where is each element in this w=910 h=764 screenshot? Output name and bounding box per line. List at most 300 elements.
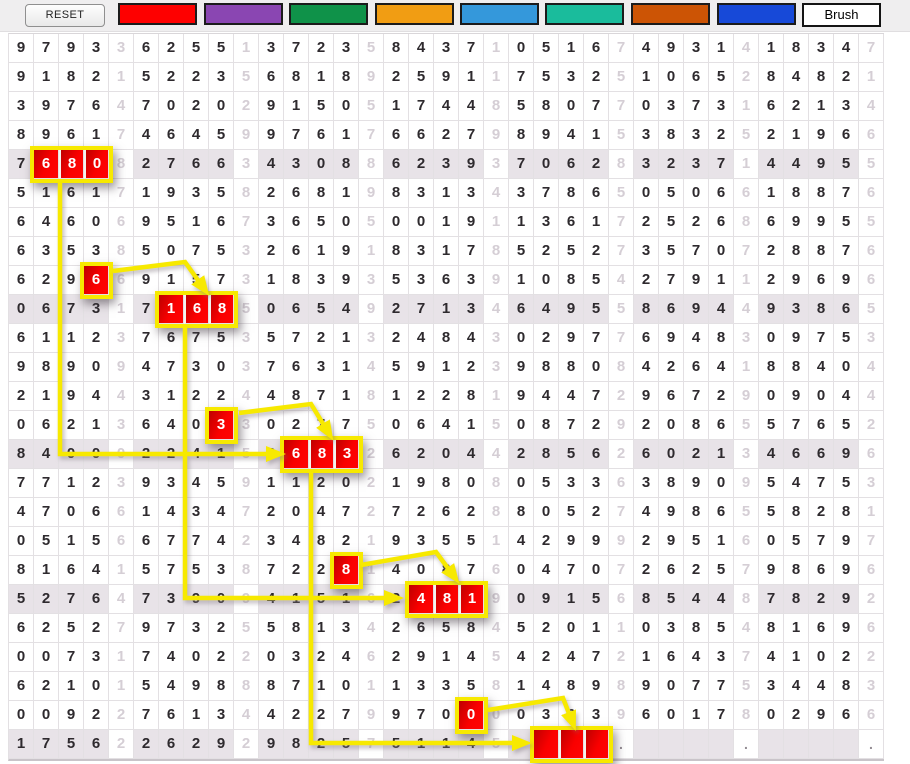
- grid-cell[interactable]: 2: [659, 150, 684, 179]
- grid-cell[interactable]: 5: [709, 614, 734, 643]
- grid-cell[interactable]: 6: [709, 179, 734, 208]
- grid-cell[interactable]: [709, 730, 734, 759]
- grid-cell[interactable]: 2: [384, 295, 409, 324]
- grid-cell[interactable]: 5: [359, 34, 384, 63]
- grid-cell[interactable]: 4: [509, 643, 534, 672]
- grid-cell[interactable]: 4: [134, 353, 159, 382]
- grid-cell[interactable]: 6: [184, 150, 209, 179]
- grid-cell[interactable]: 3: [184, 498, 209, 527]
- grid-cell[interactable]: 7: [609, 92, 634, 121]
- grid-cell[interactable]: 0: [584, 353, 609, 382]
- grid-cell[interactable]: 2: [384, 324, 409, 353]
- grid-cell[interactable]: 1: [634, 63, 659, 92]
- grid-cell[interactable]: 0: [334, 208, 359, 237]
- grid-cell[interactable]: 9: [684, 469, 709, 498]
- grid-cell[interactable]: 6: [809, 411, 834, 440]
- grid-cell[interactable]: 7: [409, 701, 434, 730]
- grid-cell[interactable]: 5: [584, 266, 609, 295]
- grid-cell[interactable]: 7: [584, 92, 609, 121]
- grid-cell[interactable]: 0: [209, 585, 234, 614]
- grid-cell[interactable]: 8: [9, 556, 34, 585]
- grid-cell[interactable]: 2: [384, 63, 409, 92]
- grid-cell[interactable]: 2: [184, 730, 209, 759]
- grid-cell[interactable]: 4: [309, 498, 334, 527]
- grid-cell[interactable]: 2: [209, 643, 234, 672]
- grid-cell[interactable]: 3: [334, 34, 359, 63]
- grid-cell[interactable]: 4: [109, 92, 134, 121]
- grid-cell[interactable]: 7: [759, 585, 784, 614]
- grid-cell[interactable]: 8: [784, 585, 809, 614]
- grid-cell[interactable]: 5: [434, 614, 459, 643]
- grid-cell[interactable]: 1: [359, 556, 384, 585]
- grid-cell[interactable]: 9: [134, 208, 159, 237]
- grid-cell[interactable]: 0: [59, 440, 84, 469]
- grid-cell[interactable]: 0: [509, 556, 534, 585]
- grid-cell[interactable]: 7: [684, 382, 709, 411]
- grid-cell[interactable]: 1: [259, 469, 284, 498]
- grid-cell[interactable]: 0: [759, 701, 784, 730]
- grid-cell[interactable]: 6: [284, 295, 309, 324]
- grid-cell[interactable]: 3: [234, 237, 259, 266]
- grid-cell[interactable]: 2: [584, 150, 609, 179]
- grid-cell[interactable]: 2: [584, 63, 609, 92]
- grid-cell[interactable]: 3: [9, 92, 34, 121]
- grid-cell[interactable]: 6: [859, 614, 884, 643]
- grid-cell[interactable]: 5: [334, 730, 359, 759]
- grid-cell[interactable]: 1: [709, 34, 734, 63]
- grid-cell[interactable]: 5: [759, 469, 784, 498]
- grid-cell[interactable]: 3: [84, 295, 109, 324]
- grid-cell[interactable]: 4: [159, 498, 184, 527]
- grid-cell[interactable]: 3: [659, 92, 684, 121]
- grid-cell[interactable]: 9: [784, 382, 809, 411]
- grid-cell[interactable]: 1: [434, 179, 459, 208]
- grid-cell[interactable]: 0: [509, 469, 534, 498]
- grid-cell[interactable]: 7: [609, 324, 634, 353]
- grid-cell[interactable]: 6: [84, 92, 109, 121]
- grid-cell[interactable]: 9: [334, 266, 359, 295]
- grid-cell[interactable]: 1: [709, 266, 734, 295]
- grid-cell[interactable]: 5: [134, 63, 159, 92]
- grid-cell[interactable]: 6: [134, 411, 159, 440]
- grid-cell[interactable]: 5: [659, 179, 684, 208]
- grid-cell[interactable]: 6: [109, 498, 134, 527]
- grid-cell[interactable]: [759, 730, 784, 759]
- grid-cell[interactable]: 4: [484, 179, 509, 208]
- grid-cell[interactable]: 2: [409, 498, 434, 527]
- grid-cell[interactable]: 3: [209, 556, 234, 585]
- grid-cell[interactable]: 9: [9, 353, 34, 382]
- grid-cell[interactable]: 6: [709, 498, 734, 527]
- grid-cell[interactable]: 2: [309, 34, 334, 63]
- grid-cell[interactable]: 3: [234, 150, 259, 179]
- grid-cell[interactable]: 3: [784, 295, 809, 324]
- grid-cell[interactable]: 8: [834, 672, 859, 701]
- grid-cell[interactable]: 8: [734, 585, 759, 614]
- grid-cell[interactable]: 9: [759, 295, 784, 324]
- highlighted-cell[interactable]: 8: [209, 295, 234, 324]
- grid-cell[interactable]: 1: [134, 498, 159, 527]
- grid-cell[interactable]: 5: [859, 150, 884, 179]
- brush-button[interactable]: Brush: [802, 3, 881, 27]
- grid-cell[interactable]: 0: [259, 643, 284, 672]
- grid-cell[interactable]: 0: [409, 556, 434, 585]
- palette-swatch-dark-orange[interactable]: [631, 3, 710, 25]
- grid-cell[interactable]: 4: [684, 643, 709, 672]
- grid-cell[interactable]: 8: [659, 469, 684, 498]
- grid-cell[interactable]: 0: [659, 411, 684, 440]
- grid-cell[interactable]: 0: [284, 498, 309, 527]
- grid-cell[interactable]: 1: [184, 208, 209, 237]
- grid-cell[interactable]: 0: [309, 150, 334, 179]
- grid-cell[interactable]: 3: [459, 295, 484, 324]
- grid-cell[interactable]: 1: [434, 295, 459, 324]
- grid-cell[interactable]: [509, 730, 534, 759]
- grid-cell[interactable]: 1: [334, 382, 359, 411]
- grid-cell[interactable]: 2: [809, 585, 834, 614]
- grid-cell[interactable]: 9: [59, 382, 84, 411]
- grid-cell[interactable]: 1: [109, 556, 134, 585]
- grid-cell[interactable]: 7: [684, 92, 709, 121]
- grid-cell[interactable]: 7: [284, 324, 309, 353]
- grid-cell[interactable]: 9: [784, 266, 809, 295]
- grid-cell[interactable]: 3: [259, 527, 284, 556]
- grid-cell[interactable]: 1: [59, 527, 84, 556]
- grid-cell[interactable]: 8: [684, 614, 709, 643]
- grid-cell[interactable]: 6: [809, 614, 834, 643]
- grid-cell[interactable]: 4: [159, 643, 184, 672]
- grid-cell[interactable]: 5: [134, 237, 159, 266]
- grid-cell[interactable]: 4: [234, 382, 259, 411]
- grid-cell[interactable]: [659, 730, 684, 759]
- grid-cell[interactable]: 3: [434, 672, 459, 701]
- grid-cell[interactable]: 8: [434, 324, 459, 353]
- highlighted-cell[interactable]: 8: [434, 585, 459, 614]
- grid-cell[interactable]: 4: [484, 614, 509, 643]
- grid-cell[interactable]: 6: [9, 324, 34, 353]
- grid-cell[interactable]: 2: [34, 266, 59, 295]
- grid-cell[interactable]: 4: [409, 34, 434, 63]
- grid-cell[interactable]: 2: [634, 527, 659, 556]
- grid-cell[interactable]: 4: [34, 208, 59, 237]
- grid-cell[interactable]: 2: [134, 440, 159, 469]
- grid-cell[interactable]: 5: [609, 295, 634, 324]
- grid-cell[interactable]: 2: [259, 237, 284, 266]
- grid-cell[interactable]: 5: [134, 556, 159, 585]
- grid-cell[interactable]: 6: [9, 208, 34, 237]
- grid-cell[interactable]: 6: [484, 556, 509, 585]
- grid-cell[interactable]: 6: [84, 585, 109, 614]
- grid-cell[interactable]: 1: [59, 672, 84, 701]
- grid-cell[interactable]: 6: [859, 266, 884, 295]
- grid-cell[interactable]: 1: [284, 585, 309, 614]
- grid-cell[interactable]: 9: [834, 266, 859, 295]
- grid-cell[interactable]: 6: [284, 353, 309, 382]
- grid-cell[interactable]: 2: [334, 527, 359, 556]
- grid-cell[interactable]: 8: [784, 556, 809, 585]
- grid-cell[interactable]: 9: [809, 150, 834, 179]
- grid-cell[interactable]: 7: [459, 237, 484, 266]
- grid-cell[interactable]: 1: [309, 237, 334, 266]
- grid-cell[interactable]: 8: [284, 730, 309, 759]
- grid-cell[interactable]: 5: [309, 92, 334, 121]
- highlighted-cell[interactable]: 6: [284, 440, 309, 469]
- grid-cell[interactable]: 2: [309, 469, 334, 498]
- grid-cell[interactable]: 2: [34, 585, 59, 614]
- grid-cell[interactable]: 4: [634, 498, 659, 527]
- grid-cell[interactable]: 6: [159, 701, 184, 730]
- grid-cell[interactable]: 5: [534, 63, 559, 92]
- grid-cell[interactable]: 3: [584, 701, 609, 730]
- grid-cell[interactable]: 8: [459, 614, 484, 643]
- grid-cell[interactable]: 6: [634, 701, 659, 730]
- grid-cell[interactable]: 2: [684, 440, 709, 469]
- grid-cell[interactable]: 6: [834, 701, 859, 730]
- grid-cell[interactable]: 3: [284, 643, 309, 672]
- grid-cell[interactable]: 6: [409, 121, 434, 150]
- grid-cell[interactable]: 6: [384, 121, 409, 150]
- grid-cell[interactable]: 2: [134, 730, 159, 759]
- grid-cell[interactable]: 6: [559, 701, 584, 730]
- grid-cell[interactable]: 4: [634, 34, 659, 63]
- grid-cell[interactable]: 8: [834, 498, 859, 527]
- grid-cell[interactable]: 2: [309, 701, 334, 730]
- grid-cell[interactable]: 1: [384, 672, 409, 701]
- grid-cell[interactable]: 2: [84, 614, 109, 643]
- grid-cell[interactable]: 2: [284, 411, 309, 440]
- grid-cell[interactable]: 7: [584, 643, 609, 672]
- grid-cell[interactable]: 7: [34, 469, 59, 498]
- grid-cell[interactable]: 6: [259, 63, 284, 92]
- grid-cell[interactable]: 4: [759, 440, 784, 469]
- grid-cell[interactable]: 5: [209, 237, 234, 266]
- grid-cell[interactable]: 3: [509, 179, 534, 208]
- grid-cell[interactable]: 4: [559, 382, 584, 411]
- grid-cell[interactable]: 4: [259, 701, 284, 730]
- grid-cell[interactable]: 1: [509, 266, 534, 295]
- grid-cell[interactable]: 1: [334, 353, 359, 382]
- highlighted-cell[interactable]: 8: [334, 556, 359, 585]
- grid-cell[interactable]: 1: [734, 353, 759, 382]
- grid-cell[interactable]: 9: [484, 585, 509, 614]
- grid-cell[interactable]: 9: [534, 121, 559, 150]
- grid-cell[interactable]: 8: [484, 498, 509, 527]
- grid-cell[interactable]: 3: [184, 353, 209, 382]
- grid-cell[interactable]: 4: [34, 440, 59, 469]
- grid-cell[interactable]: 4: [834, 382, 859, 411]
- grid-cell[interactable]: 5: [734, 498, 759, 527]
- grid-cell[interactable]: 2: [809, 498, 834, 527]
- grid-cell[interactable]: 3: [159, 469, 184, 498]
- grid-cell[interactable]: 9: [159, 179, 184, 208]
- grid-cell[interactable]: 5: [59, 237, 84, 266]
- grid-cell[interactable]: 2: [109, 730, 134, 759]
- grid-cell[interactable]: 6: [859, 556, 884, 585]
- grid-cell[interactable]: 1: [159, 266, 184, 295]
- grid-cell[interactable]: 6: [384, 440, 409, 469]
- grid-cell[interactable]: 5: [784, 527, 809, 556]
- grid-cell[interactable]: 3: [634, 121, 659, 150]
- grid-cell[interactable]: 3: [209, 63, 234, 92]
- grid-cell[interactable]: 3: [809, 34, 834, 63]
- grid-cell[interactable]: 7: [609, 556, 634, 585]
- grid-cell[interactable]: 7: [409, 295, 434, 324]
- grid-cell[interactable]: 0: [84, 353, 109, 382]
- reset-button[interactable]: RESET: [25, 4, 105, 27]
- grid-cell[interactable]: 7: [534, 179, 559, 208]
- grid-cell[interactable]: 4: [559, 643, 584, 672]
- highlighted-cell[interactable]: 6: [34, 150, 59, 179]
- grid-cell[interactable]: 2: [384, 585, 409, 614]
- grid-cell[interactable]: 1: [509, 208, 534, 237]
- grid-cell[interactable]: 5: [434, 527, 459, 556]
- grid-cell[interactable]: 9: [759, 556, 784, 585]
- grid-cell[interactable]: 8: [784, 498, 809, 527]
- grid-cell[interactable]: 6: [359, 643, 384, 672]
- grid-cell[interactable]: 7: [259, 556, 284, 585]
- grid-cell[interactable]: 0: [584, 556, 609, 585]
- grid-cell[interactable]: 1: [584, 614, 609, 643]
- highlighted-cell[interactable]: 0: [459, 701, 484, 730]
- grid-cell[interactable]: 4: [334, 643, 359, 672]
- grid-cell[interactable]: 7: [234, 208, 259, 237]
- grid-cell[interactable]: 0: [334, 672, 359, 701]
- grid-cell[interactable]: 2: [384, 643, 409, 672]
- grid-cell[interactable]: 1: [409, 730, 434, 759]
- grid-cell[interactable]: 2: [709, 382, 734, 411]
- grid-cell[interactable]: 8: [809, 295, 834, 324]
- grid-cell[interactable]: 1: [134, 179, 159, 208]
- grid-cell[interactable]: 6: [809, 440, 834, 469]
- grid-cell[interactable]: 5: [709, 556, 734, 585]
- grid-cell[interactable]: 6: [409, 411, 434, 440]
- grid-cell[interactable]: 7: [34, 34, 59, 63]
- grid-cell[interactable]: 1: [734, 266, 759, 295]
- grid-cell[interactable]: 3: [109, 324, 134, 353]
- grid-cell[interactable]: 8: [384, 237, 409, 266]
- grid-cell[interactable]: 9: [134, 266, 159, 295]
- grid-cell[interactable]: 8: [609, 353, 634, 382]
- grid-cell[interactable]: 8: [9, 121, 34, 150]
- grid-cell[interactable]: 5: [209, 121, 234, 150]
- grid-cell[interactable]: 7: [134, 92, 159, 121]
- grid-cell[interactable]: 5: [509, 237, 534, 266]
- grid-cell[interactable]: 2: [34, 614, 59, 643]
- grid-cell[interactable]: 9: [234, 585, 259, 614]
- grid-cell[interactable]: 2: [409, 382, 434, 411]
- grid-cell[interactable]: 3: [34, 237, 59, 266]
- grid-cell[interactable]: 1: [109, 295, 134, 324]
- grid-cell[interactable]: 7: [59, 585, 84, 614]
- grid-cell[interactable]: 1: [334, 121, 359, 150]
- grid-cell[interactable]: 6: [584, 179, 609, 208]
- grid-cell[interactable]: 4: [684, 585, 709, 614]
- grid-cell[interactable]: 9: [784, 208, 809, 237]
- grid-cell[interactable]: 6: [859, 179, 884, 208]
- palette-swatch-purple[interactable]: [204, 3, 283, 25]
- grid-cell[interactable]: 2: [834, 63, 859, 92]
- grid-cell[interactable]: 2: [534, 324, 559, 353]
- grid-cell[interactable]: 0: [109, 440, 134, 469]
- grid-cell[interactable]: 5: [584, 585, 609, 614]
- grid-cell[interactable]: 6: [759, 208, 784, 237]
- grid-cell[interactable]: 6: [284, 179, 309, 208]
- grid-cell[interactable]: 4: [284, 527, 309, 556]
- grid-cell[interactable]: 9: [34, 92, 59, 121]
- grid-cell[interactable]: 4: [259, 382, 284, 411]
- grid-cell[interactable]: 5: [584, 295, 609, 324]
- grid-cell[interactable]: 5: [259, 324, 284, 353]
- grid-cell[interactable]: 0: [159, 92, 184, 121]
- grid-cell[interactable]: 5: [209, 34, 234, 63]
- grid-cell[interactable]: 2: [509, 440, 534, 469]
- grid-cell[interactable]: 2: [359, 469, 384, 498]
- grid-cell[interactable]: 1: [34, 324, 59, 353]
- grid-cell[interactable]: 9: [184, 585, 209, 614]
- grid-cell[interactable]: 7: [359, 121, 384, 150]
- grid-cell[interactable]: 8: [559, 179, 584, 208]
- grid-cell[interactable]: 8: [659, 121, 684, 150]
- grid-cell[interactable]: 2: [159, 34, 184, 63]
- grid-cell[interactable]: 3: [684, 34, 709, 63]
- grid-cell[interactable]: 4: [684, 324, 709, 353]
- grid-cell[interactable]: 4: [534, 556, 559, 585]
- grid-cell[interactable]: 5: [234, 440, 259, 469]
- grid-cell[interactable]: 8: [609, 150, 634, 179]
- grid-cell[interactable]: 5: [184, 556, 209, 585]
- grid-cell[interactable]: 6: [509, 295, 534, 324]
- grid-cell[interactable]: 3: [759, 672, 784, 701]
- grid-cell[interactable]: 4: [784, 63, 809, 92]
- grid-cell[interactable]: 7: [309, 382, 334, 411]
- grid-cell[interactable]: 8: [559, 266, 584, 295]
- grid-cell[interactable]: 3: [234, 266, 259, 295]
- grid-cell[interactable]: 6: [284, 237, 309, 266]
- grid-cell[interactable]: 1: [509, 672, 534, 701]
- grid-cell[interactable]: 4: [734, 295, 759, 324]
- grid-cell[interactable]: 7: [609, 498, 634, 527]
- grid-cell[interactable]: 4: [559, 121, 584, 150]
- grid-cell[interactable]: 7: [159, 150, 184, 179]
- grid-cell[interactable]: 3: [859, 469, 884, 498]
- grid-cell[interactable]: 4: [534, 672, 559, 701]
- grid-cell[interactable]: 9: [259, 92, 284, 121]
- grid-cell[interactable]: 0: [509, 701, 534, 730]
- grid-cell[interactable]: 6: [834, 295, 859, 324]
- grid-cell[interactable]: 1: [334, 585, 359, 614]
- grid-cell[interactable]: 8: [284, 266, 309, 295]
- grid-cell[interactable]: 2: [584, 498, 609, 527]
- grid-cell[interactable]: 3: [84, 34, 109, 63]
- grid-cell[interactable]: 6: [209, 150, 234, 179]
- grid-cell[interactable]: 0: [9, 411, 34, 440]
- grid-cell[interactable]: 1: [684, 701, 709, 730]
- grid-cell[interactable]: 3: [134, 382, 159, 411]
- grid-cell[interactable]: 4: [209, 527, 234, 556]
- grid-cell[interactable]: [809, 730, 834, 759]
- grid-cell[interactable]: 6: [809, 266, 834, 295]
- grid-cell[interactable]: 7: [184, 527, 209, 556]
- grid-cell[interactable]: 5: [134, 672, 159, 701]
- grid-cell[interactable]: 7: [409, 92, 434, 121]
- grid-cell[interactable]: 2: [859, 585, 884, 614]
- grid-cell[interactable]: 9: [834, 614, 859, 643]
- grid-cell[interactable]: 0: [409, 208, 434, 237]
- highlighted-cell[interactable]: 3: [334, 440, 359, 469]
- grid-cell[interactable]: 5: [359, 411, 384, 440]
- grid-cell[interactable]: 2: [209, 614, 234, 643]
- grid-cell[interactable]: 7: [609, 237, 634, 266]
